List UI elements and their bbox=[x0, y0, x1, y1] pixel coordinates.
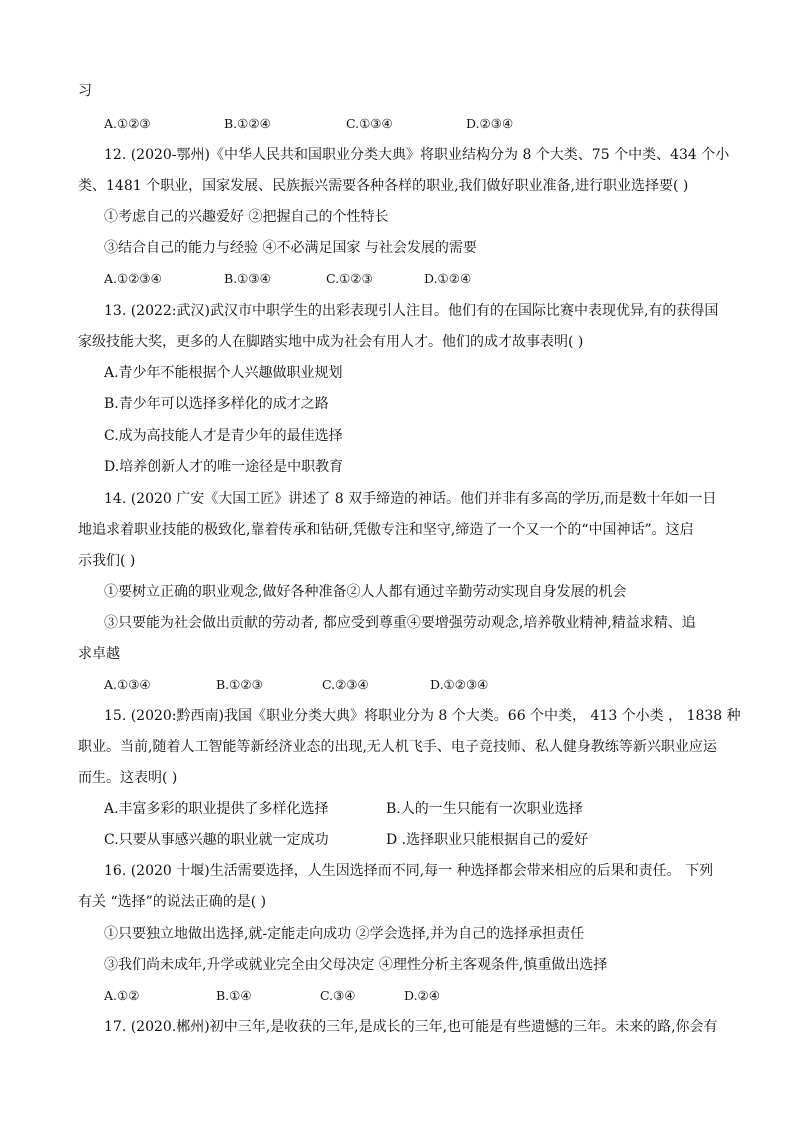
answer-options-q11 bbox=[104, 115, 704, 133]
option-a: A.①③④ bbox=[104, 677, 151, 692]
answer-options-q16 bbox=[104, 987, 704, 1005]
question-14-text: 14. (2020 广安《大国工匠》讲述了 8 双手缔造的神话。他们并非有多高的学历,而是数十年如一日 bbox=[104, 491, 717, 507]
question-13-text: 13. (2022:武汉)武汉市中职学生的出彩表现引人注目。他们有的在国际比赛中表现优异,有的获得国 bbox=[104, 303, 719, 319]
option-d: D .选择职业只能根据自己的爱好 bbox=[386, 832, 589, 848]
option-b: B.人的一生只能有一次职业选择 bbox=[386, 801, 583, 817]
option-d: D.①②④ bbox=[424, 271, 472, 286]
choice-line: D.培养创新人才的唯一途径是中职教育 bbox=[104, 459, 344, 475]
option-c: C.只要从事感兴趣的职业就一定成功 bbox=[104, 832, 329, 848]
option-c: C.③④ bbox=[320, 988, 356, 1003]
question-16-text: 16. (2020 十堰)生活需要选择，人生因选择而不同,每一 种选择都会带来相应的后果和责任。 下列 bbox=[104, 863, 714, 879]
statement-line: ①考虑自己的兴趣爱好 ②把握自己的个性特长 bbox=[104, 209, 389, 225]
option-b: B.①③④ bbox=[224, 271, 271, 286]
text-line: 习 bbox=[78, 83, 92, 99]
answer-options-q15-row2 bbox=[104, 831, 704, 849]
question-12-text: 12. (2020-鄂州)《中华人民共和国职业分类大典》将职业结构分为 8 个大类、75 个中类、434 个小 bbox=[104, 147, 730, 163]
option-c: C.①②③ bbox=[326, 271, 373, 286]
text-line: 家级技能大奖，更多的人在脚踏实地中成为社会有用人才。他们的成才故事表明( ) bbox=[78, 334, 584, 350]
answer-options-q12 bbox=[104, 270, 704, 288]
question-17-text: 17. (2020.郴州)初中三年,是收获的三年,是成长的三年,也可能是有些遗憾的三年。未来的路,你会有 bbox=[104, 1019, 718, 1035]
option-a: A.①②③④ bbox=[104, 271, 162, 286]
text-line: 类、1481 个职业，国家发展、民族振兴需要各种各样的职业,我们做好职业准备,进行职业选择要( ) bbox=[78, 178, 689, 194]
option-c: C.②③④ bbox=[322, 677, 369, 692]
statement-line: ③我们尚未成年,升学或就业完全由父母决定 ④理性分析主客观条件,慎重做出选择 bbox=[104, 957, 608, 973]
statement-line: ①要树立正确的职业观念,做好各种准备②人人都有通过辛勤劳动实现自身发展的机会 bbox=[104, 584, 627, 600]
choice-line: A.青少年不能根据个人兴趣做职业规划 bbox=[104, 365, 343, 381]
option-b: B.①④ bbox=[216, 988, 252, 1003]
answer-options-q15-row1 bbox=[104, 800, 704, 818]
text-line: 求卓越 bbox=[78, 646, 120, 662]
choice-line: B.青少年可以选择多样化的成才之路 bbox=[104, 396, 329, 412]
text-line: 示我们( ) bbox=[78, 553, 136, 569]
statement-line: ①只要独立地做出选择,就-定能走向成功 ②学会选择,并为自己的选择承担责任 bbox=[104, 926, 585, 942]
option-a: A.①②③ bbox=[104, 116, 151, 131]
option-a: A.丰富多彩的职业提供了多样化选择 bbox=[104, 801, 329, 817]
text-line: 地追求着职业技能的极致化,靠着传承和钻研,凭傲专注和坚守,缔造了一个又一个的“中国神话”。这启 bbox=[78, 522, 694, 538]
statement-line: ③只要能为社会做出贡献的劳动者, 都应受到尊重④要增强劳动观念,培养敬业精神,精益求精、追 bbox=[104, 615, 696, 631]
statement-line: ③结合自己的能力与经验 ④不必满足国家 与社会发展的需要 bbox=[104, 240, 477, 256]
option-a: A.①② bbox=[104, 988, 140, 1003]
option-b: B.①②④ bbox=[224, 116, 271, 131]
option-d: D.②③④ bbox=[466, 116, 514, 131]
option-b: B.①②③ bbox=[216, 677, 263, 692]
option-d: D.①②③④ bbox=[430, 677, 489, 692]
option-d: D.②④ bbox=[404, 988, 440, 1003]
text-line: 职业。当前,随着人工智能等新经济业态的出现,无人机飞手、电子竞技师、私人健身教练等新兴职业应运 bbox=[78, 739, 717, 755]
choice-line: C.成为高技能人才是青少年的最佳选择 bbox=[104, 428, 343, 444]
text-line: 而生。这表明( ) bbox=[78, 770, 178, 786]
option-c: C.①③④ bbox=[346, 116, 393, 131]
answer-options-q14 bbox=[104, 676, 704, 694]
text-line: 有关 “选择”的说法正确的是( ) bbox=[78, 894, 267, 910]
question-15-text: 15. (2020:黔西南)我国《职业分类大典》将职业分为 8 个大类。66 个中类， 413 个小类 ， 1838 种 bbox=[104, 708, 741, 724]
